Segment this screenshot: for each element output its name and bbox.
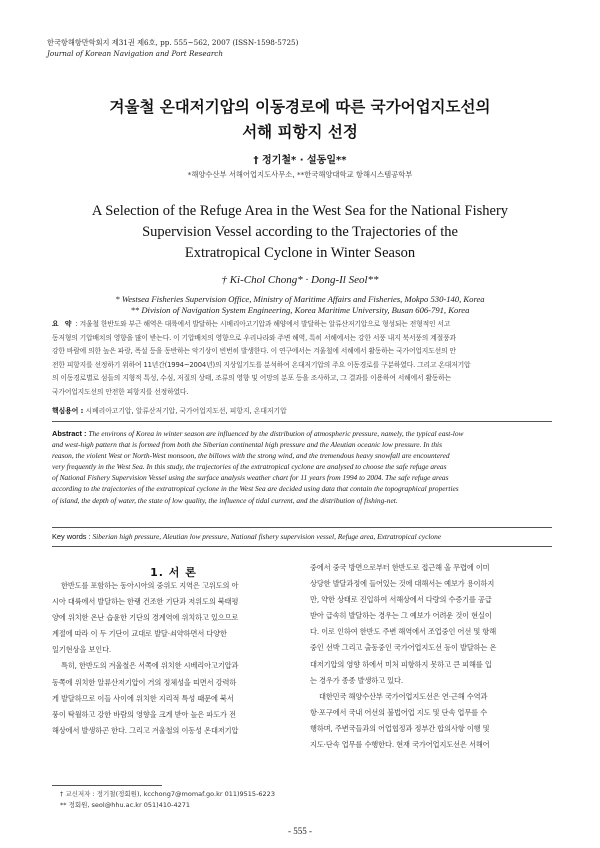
footnote-divider bbox=[52, 785, 162, 786]
abstract-en-line: of island, the depth of water, the state of low quality, the influence of tidal current, and the distribution of fishing-net. bbox=[52, 495, 398, 505]
abstract-ko-line: 강한 바람에 의한 높은 파랑, 폭설 등을 동반하는 악기상이 빈번히 발생한다. 이 연구에서는 겨울철에 서해에서 활동하는 국가어업지도선의 안 bbox=[52, 347, 456, 356]
abstract-ko-line: 국가어업지도선의 안전한 피항지를 선정하였다. bbox=[52, 387, 189, 396]
body-line: 한반도를 포함하는 동아시아의 중위도 지역은 고위도의 아 bbox=[61, 581, 239, 590]
abstract-en-line: and west-high pattern that is formed from both the Siberian continental high pressure and the Aleutian oceanic low pressure. In this bbox=[52, 440, 442, 450]
affiliation-ko: *해양수산부 서해어업지도사무소, **한국해양대학교 항해시스템공학부 bbox=[187, 170, 413, 179]
abstract-en-line: according to the trajectories of the extratropical cyclone in the West Sea are decided using data that contain the topographical properties bbox=[52, 484, 459, 494]
body-line: 다. 이로 인하여 한반도 주변 해역에서 조업중인 어선 및 항해 bbox=[310, 627, 497, 637]
abstract-ko-line: 전한 피항지를 선정하기 위하여 11년간(1994~2004년)의 지상일기도를 분석하여 온대저기압의 주요 이동경로를 구분하였다. 그리고 온대저기압 bbox=[52, 360, 471, 369]
keywords-en bbox=[52, 532, 552, 541]
body-line: 행하며, 주변국들과의 어업협정과 정부간 합의사항 이행 및 bbox=[310, 723, 490, 733]
body-line: 특히, 한반도의 겨울철은 서쪽에 위치한 시베리아고기압과 bbox=[61, 661, 239, 671]
title-en-line2: Supervision Vessel according to the Trajectories of the bbox=[142, 224, 458, 240]
authors-en: † Ki-Chol Chong* · Dong-Il Seol** bbox=[221, 274, 379, 286]
abstract-ko-line: 동저형의 기압배치의 영향을 많이 받는다. 이 기압배치의 영향으로 우리나라와 주변 해역, 특히 서해에서는 강한 서풍 내지 북서풍의 계절풍과 bbox=[52, 333, 456, 342]
body-line: 상당한 발달과정에 들어있는 것에 대해서는 예보가 용이하지 bbox=[310, 579, 495, 589]
section-title: 1. 서 론 bbox=[150, 566, 197, 579]
journal-citation: 한국항해항만학회지 제31권 제6호, pp. 555~562, 2007 (ISSN-1598-5725) bbox=[47, 38, 299, 47]
title-en-line1: A Selection of the Refuge Area in the West Sea for the National Fishery bbox=[91, 203, 509, 219]
abstract-en-line: reason, the violent West or North-West monsoon, the billows with the strong wind, and the tremendous heavy snowfall are encountered bbox=[52, 451, 450, 461]
body-line: 만, 약한 상태로 진입하여 서해상에서 다량의 수증기를 공급 bbox=[310, 595, 492, 605]
abstract-ko bbox=[52, 318, 552, 400]
keywords-ko-text: 시베리아고기압, 알류산저기압, 국가어업지도선, 피항지, 온대저기압 bbox=[85, 407, 287, 415]
body-line: 동쪽에 위치한 알류산저기압이 거의 정체성을 띠면서 강력하 bbox=[52, 677, 237, 687]
body-column-right bbox=[310, 560, 553, 753]
body-line: 해상에서 발생하곤 한다. 그리고 겨울철의 이동성 온대저기압 bbox=[52, 725, 239, 735]
body-line: 중인 선박 그리고 출동중인 국가어업지도선 등이 발달하는 온 bbox=[310, 643, 497, 653]
body-line: 받아 급속히 발달하는 경우는 그 예보가 어려운 것이 현실이 bbox=[310, 611, 492, 621]
body-line: 항·포구에서 국내 어선의 불법어업 지도 및 단속 업무를 수 bbox=[310, 707, 488, 717]
body-column-left bbox=[52, 578, 295, 739]
body-line: 시아 대륙에서 발달하는 한랭 건조한 기단과 저위도의 북태평 bbox=[52, 597, 239, 607]
journal-header bbox=[47, 37, 298, 59]
body-divider bbox=[52, 546, 552, 547]
abstract-ko-line: 의 이동경로별로 섬들의 지형적 특성, 수심, 저질의 상태, 조류의 영향 및 어망의 분포 등을 조사하고, 그 결과를 이용하여 서해에서 활동하는 bbox=[52, 374, 452, 383]
abstract-en-label: Abstract : bbox=[52, 429, 87, 438]
abstract-en-line: The environs of Korea in winter season are influenced by the distribution of atmospheric pressure, namely, the typical east-low bbox=[88, 429, 464, 438]
body-line: 양에 위치한 온난 습윤한 기단의 경계역에 위치하고 있으므로 bbox=[52, 613, 239, 623]
footnotes bbox=[60, 789, 275, 811]
abstract-en-line: very frequently in the West Sea. In this study, the trajectories of the extratropical cyclone are analysed to choose the safe refuge areas bbox=[52, 462, 447, 472]
authors-ko: † 정기철* · 설동일** bbox=[253, 155, 347, 166]
journal-name-en: Journal of Korean Navigation and Port Research bbox=[47, 49, 223, 58]
keywords-en-label: Key words : bbox=[52, 532, 91, 541]
affiliation-en-line1: * Westsea Fisheries Supervision Office, Ministry of Maritime Affairs and Fisheries, Mokpo 530-140, Korea bbox=[115, 294, 485, 304]
body-line: 중에서 중국 방면으로부터 한반도로 접근해 올 무렵에 이미 bbox=[310, 563, 490, 572]
affiliation-en-line2: ** Division of Navigation System Engineering, Korea Maritime University, Busan 606-791, Korea bbox=[130, 305, 470, 315]
abstract-en-line: of National Fishery Supervision Vessel using the surface analysis weather chart for 11 years from 1994 to 2004. The safe refuge areas bbox=[52, 473, 449, 483]
body-line: 풍이 탁월하고 강한 바람의 영향을 크게 받아 높은 파도가 전 bbox=[52, 709, 236, 719]
body-line: 지도·단속 업무를 수행한다. 현재 국가어업지도선은 서해어 bbox=[310, 740, 490, 750]
title-en-line3: Extratropical Cyclone in Winter Season bbox=[184, 245, 416, 261]
footnote-corresponding-author: † 교신저자 : 정기철(정회원), kcchong7@momaf.go.kr 011)9515-6223 bbox=[60, 790, 275, 798]
keywords-divider bbox=[52, 527, 552, 528]
body-line: 게 발달하므로 이들 사이에 위치한 지리적 특성 때문에 북서 bbox=[52, 693, 234, 703]
body-line: 일기현상을 보인다. bbox=[52, 645, 112, 655]
footnote-coauthor: ** 정회원, seol@hhu.ac.kr 051)410-4271 bbox=[60, 801, 190, 809]
page-number: - 555 - bbox=[288, 826, 312, 836]
body-line: 는 경우가 종종 발생하고 있다. bbox=[310, 675, 404, 685]
keywords-ko bbox=[52, 405, 552, 415]
abstract-ko-label: 요 약 bbox=[52, 320, 74, 328]
body-line: 대한민국 해양수산부 국가어업지도선은 연·근해 수역과 bbox=[319, 691, 488, 701]
keywords-en-text: Siberian high pressure, Aleutian low pressure, National fishery supervision vessel, Refuge area, Extratropical cyclone bbox=[92, 532, 442, 541]
body-line: 계절에 따라 이 두 기단이 교대로 발달·쇠약하면서 다양한 bbox=[52, 629, 227, 639]
abstract-ko-line: : 겨울철 한반도와 부근 해역은 대륙에서 발달하는 시베리아고기압과 해양에서 발달하는 알류산저기압으로 형성되는 전형적인 서고 bbox=[75, 320, 451, 328]
abstract-en bbox=[52, 428, 552, 506]
title-ko-line2: 서해 피항지 선정 bbox=[242, 122, 358, 141]
body-line: 대저기압의 영향 하에서 미처 피항하지 못하고 큰 피해를 입 bbox=[310, 659, 492, 669]
abstract-divider bbox=[52, 421, 552, 422]
title-ko-line1: 겨울철 온대저기압의 이동경로에 따른 국가어업지도선의 bbox=[109, 97, 491, 116]
keywords-ko-label: 핵심용어 : bbox=[52, 407, 84, 415]
